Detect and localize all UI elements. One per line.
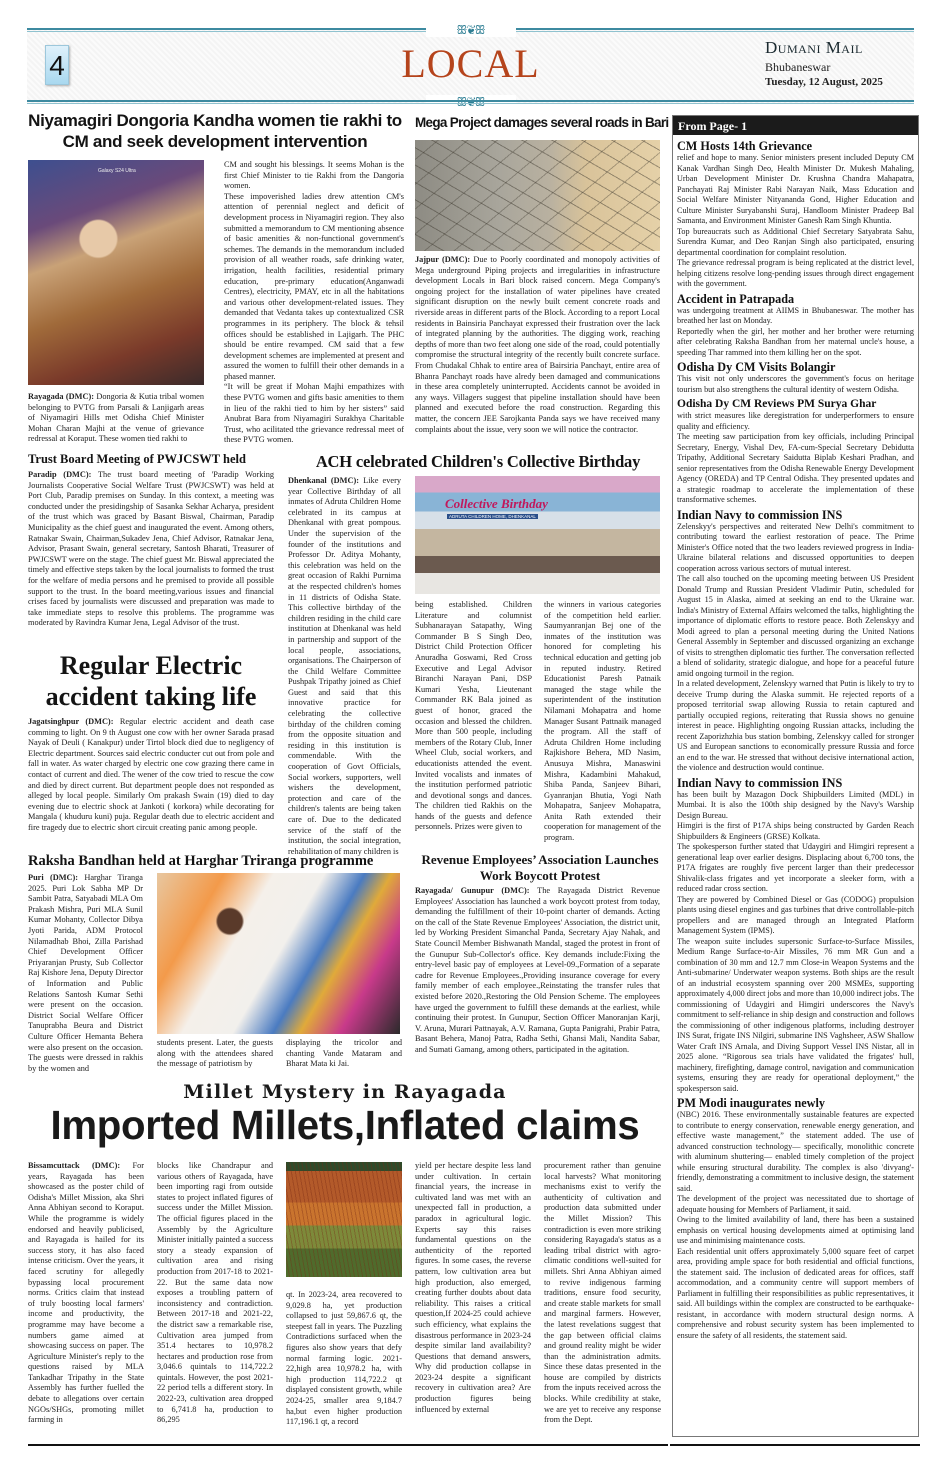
photo-damaged-road xyxy=(415,140,660,251)
dateline: Dhenkanal (DMC): xyxy=(288,476,360,485)
dateline: Rayagada/ Gunupur (DMC): xyxy=(415,886,530,895)
paragraph: Top bureaucrats such as Additional Chief Secretary Satyabrata Sahu, Surendra Kumar, and Deo Ranjan Singh also participated, ensuring departmental coordination for complaint resolution. xyxy=(677,226,914,257)
sidebar-story xyxy=(677,292,914,359)
article-body xyxy=(415,255,660,445)
body-text: Regular electric accident and death case comming to light. On 9 th August one cow with her owner Sarada prasad Nayak of Deuli ( Kanakpur) under Tirtol block died due to negligency of Electric department. Sources said electric conducter cut out from pole and fall in water. As water charged by electric one cow grazing there came in contact of current and died. The wener of the cow tried to rescue the cow and died by direct current. But department people does not responded as alleged by local people. Similarly Om prakash Swain (19) died to day evening due to electric shock at Jankoti ( korkora) while decorating for Mangala ( khuduru kuni) puja. Regular death due to electric accident and fire tragedy due to electric short circuit creating panic among people. xyxy=(28,717,275,832)
photo-tag: Galaxy S24 Ultra xyxy=(98,168,136,174)
masthead xyxy=(27,23,914,109)
paragraph: Each residential unit offers approximately 5,000 square feet of carpet area, providing ample space for both residential and official functions, the statement said. The inclusion of dedicated areas for offices, staff accommodation, and a community centre will support members of Parliament in fulfilling their responsibilities as public representatives, it said. All buildings within the complex are constructed to be earthquake-resistant, in accordance with modern structural design norms. A comprehensive and robust security system has been implemented to ensure the safety of all residents, the statement said. xyxy=(677,1246,914,1340)
article-column: yield per hectare despite less land under cultivation. In certain financial years, the increase in cultivated land was met with an unexpected fall in production, a paradox in agricultural logic. Experts say this raises fundamental questions on the authenticity of the reported figures. In some cases, the reverse pattern, low cultivation area but high production, also emerged, creating further doubts about data reliability. This raises a critical question,If 2024-25 could achieve such efficiency, what explains the disastrous performance in 2023-24 despite similar land availability? Questions that demand answers, Why did production collapse in 2023-24 despite a significant recovery in cultivation area? Are production figures being influenced by external xyxy=(415,1161,531,1414)
dateline: Jagatsinghpur (DMC): xyxy=(28,717,114,726)
article-column xyxy=(28,1161,144,1441)
bottom-rule xyxy=(27,100,914,104)
paragraph: The development of the project was necessitated due to shortage of adequate housing for Members of Parliament, it said. xyxy=(677,1194,914,1214)
from-page-1-sidebar xyxy=(672,115,919,1437)
dateline: Paradip (DMC): xyxy=(28,470,92,479)
photo-collective-birthday xyxy=(415,476,660,594)
ornament-icon: ꕥ❦ꕥ xyxy=(426,23,516,37)
paragraph: The call also touched on the upcoming meeting between US President Donald Trump and Russian President Vladimir Putin, scheduled for August 15 in Alaska, aimed at seeking an end to the Ukraine war. India's Ministry of External Affairs welcomed the talks, highlighting the importance of diplomatic efforts to restore peace. Both Zelenskyy and Modi agreed to plan a personal meeting during the United Nations General Assembly in September and discussed organizing an exchange of visits to strengthen diplomatic ties further. The conversation reflected a blend of solidarity, strategic dialogue, and hope for a peaceful future amid ongoing turmoil in the region. xyxy=(677,574,914,678)
photo-banner-subtext: ADRUTA CHILDREN HOME, DHENKANAL xyxy=(449,514,536,519)
paragraph: Reportedly when the girl, her mother and her brother were returning after celebrating Raksha Bandhan from her maternal uncle's house, a speeding Thar rammed into them killing her on the spot. xyxy=(677,326,914,357)
bottom-rule xyxy=(28,1444,668,1446)
paper-date: Tuesday, 12 August, 2025 xyxy=(765,76,883,88)
article-column xyxy=(288,476,401,856)
article-body xyxy=(28,717,274,847)
article-column: qt. In 2023-24, area recovered to 9,029.8 ha, yet production collapsed to just 59,867.6 qt, the steepest fall in years. The Puzzling Contradictions surfaced when the figures also show years that defy normal farming logic. 2021-22,high area 10,978.2 ha, with high production 114,722.2 qt displayed consistent growth, while 2024-25, smaller area 9,184.7 ha,but even higher production 117,196.1 qt, a record xyxy=(286,1290,402,1427)
paragraph: The weapon suite includes supersonic Surface-to-Surface Missiles, Medium Range Surface-to-Air Missiles, 76 mm MR Gun and a combination of 30 mm and 12.7 mm Close-in Weapon Systems and the Anti-submarine/ Underwater weapon systems. Both ships are the result of an industrial ecosystem spanning over 200 MSMEs, supporting approximately 4,000 direct jobs and more than 10,000 indirect jobs. The commissioning of Udaygiri and Himgiri underscores the Navy's commitment to self-reliance in ship design and construction and follows the commissioning of other indigenous platforms, including destroyer INS Surat, frigate INS Nilgiri, submarine INS Vaghsheer, ASW Shallow Water Craft INS Arnala, and Diving Support Vessel INS Nistar, all in 2025 alone. “Rigorous sea trials have validated the frigates' hull, machinery, firefighting, damage control, navigation and communication systems, ensuring they are ready for operational deployment,” the spokesperson said. xyxy=(677,936,915,1093)
article-body xyxy=(415,886,660,1076)
headline: Revenue Employees’ Association Launches Work Boycott Protest xyxy=(421,852,659,883)
article-column xyxy=(28,873,143,1073)
dateline: Bissamcuttack (DMC): xyxy=(28,1161,121,1170)
article-body xyxy=(28,470,274,642)
photo-millet-field xyxy=(286,1162,402,1277)
paragraph: (NBC) 2016. These environmentally sustainable features are expected to contribute to energy conservation, renewable energy generation, and effective waste management,” the statement added. The use of advanced construction technology— specifically, monolithic concrete with aluminum shuttering— enabled timely completion of the project while ensuring structural durability. The complex is also 'divyang'-friendly, demonstrating a commitment to inclusive design, the statement said. xyxy=(677,1110,914,1193)
body-text: Due to Poorly coordinated and monopoly activities of Mega underground Piping projects and irregularities in infrastructure development Locals in Bari block raised concern. Mega Company's ongoing project for the installation of water pipelines have created significant disruption on the newly built cement concrete roads and riverside areas in different parts of the Block. According to a report Local residents in Bainsiria Panchayat expressed their frustration over the lack of integrated planning by the authorities. The digging work, reaching depths of more than two feet along one side of the road, could potentially compromise the structural integrity of the recently built concrete surface. From Chudakal Chhak to entire area of Bairsiria Panchayt, entire area of Bhanra Panchayt roads have alredy been damaged and communications in these area completely uninterrupted. Accidents cannot be avoided in any ways. Villagers suggest that pipeline installation should have been planned and executed before the road construction. Regarding this matter, the concern JEE Sarojkanta Panda says we have received many complaints about the issue, very soon we will notice the contractor. xyxy=(415,255,661,434)
article-column: displaying the tricolor and chanting Vande Mataram and Bharat Mata ki Jai. xyxy=(286,1038,402,1069)
paragraph: Zelenskyy's perspectives and reiterated New Delhi's commitment to contributing toward the earliest restoration of peace. The Prime Minister's Office noted that the two leaders reviewed progress in India-Ukraine bilateral relations and discussed opportunities to deepen cooperation across various sectors of mutual interest. xyxy=(677,521,914,573)
photo-raksha-bandhan xyxy=(157,873,400,1034)
paragraph: The spokesperson further stated that Udaygiri and Himgiri represent a generational leap over earlier designs. Displacing about 6,700 tons, the P17A frigates are roughly five percent larger than their predecessor Shivalik-class frigates and yet incorporate a sleeker form, with a reduced radar cross section. xyxy=(677,842,914,893)
article-column: being established. Children Literature and columnist Subhanarayan Satapathy, Wing Commander B S Singh Deo, District Child Protection Officer Anuradha Goswami, Red Cross Executive and Legal Advisor Biranchi Narayan Pani, DSP Kumari Yesha, Lieutenant Commander RK Bala joined as guest of honor, graced the occasion and blessed the children. More than 500 people, including members of the Rotary Club, Inner Wheel Club, social workers, and educationists attended the event. Invited vocalists and inmates of the institution performed patriotic and devotional songs and dances. The children tied Rakhis on the hands of the guests and defence personnels. Prizes were given to xyxy=(415,600,532,832)
paragraph: CM and sought his blessings. It seems Mohan is the first Chief Minister to tie Rakhi from the Dangoria women. xyxy=(224,160,404,191)
sidebar-bottom-rule xyxy=(670,1444,920,1446)
caption-text: Dongoria & Kutia tribal women belonging to PVTG from Parsali & Lanjigarh areas of Niyamagiri Hills met Odisha Chief Minister Mohan Charan Majhi at the venue of grievance redressal at Koraput. These women tied rakhi to xyxy=(28,392,204,444)
sidebar-story xyxy=(677,397,914,506)
paragraph: has been built by Mazagon Dock Shipbuilders Limited (MDL) in Mumbai. It is also the 100th ship designed by the Navy's Warship Design Bureau. xyxy=(677,789,914,820)
ornament-icon: ꕥ❦ꕥ xyxy=(426,95,516,109)
paragraph: Himgiri is the first of P17A ships being constructed by Garden Reach Shipbuilders & Engineers (GRSE) Kolkata. xyxy=(677,821,914,841)
paragraph: In a related development, Zelenskyy warned that Putin is likely to try to deceive Trump during the Alaska summit. He rejected reports of a proposed territorial swap allowing Russia to retain captured and partially occupied regions, reiterating that Russia shows no genuine interest in peace. Highlighting ongoing Russian attacks, including the recent Zaporizhzhia bus station bombing, Zelenskyy called for stronger US and European sanctions to economically pressure Russia and force an end to the war. He stressed that without decisive international action, the violence and destruction would continue. xyxy=(677,679,914,772)
body-text: For years, Rayagada has been showcased as the poster child of Odisha's Millet Mission, aka Shri Anna Abhiyan second to Koraput. While the programme is widely endorsed and heavily publicised, and Rayagada is hailed for its success story, it has also faced intense criticism. Over the years, it faced scrutiny for allegedly bypassing local procurement norms. Critics claim that instead of truly boosting local farmers' income and productivity, the programme may have become a numbers game aimed at showcasing success on paper. The Agriculture Minister's reply to the questions raised by MLA Tankadhar Tripathy in the State Assembly has further fuelled the debate to allegations over certain NGOs/SHGs, promoting millet farming in xyxy=(28,1161,144,1425)
paragraph: These impoverished ladies drew attention CM's attention of perennial neglect and deficit of development process in Niyamagiri region. They also submitted a memorandum to CM mentioning absence of basic amenities & non-functional government's schemes. The demands in the memorandum included provision of all weather roads, safe drinking water, irrigation, health facilities, residential primary education, pre-primary education(Anganwadi Centres), electricity, PMAY, etc in all the habitations and various other development-related issues. They demanded that Vedanta takes up contextualized CSR programmes in its periphery. The block & tehsil offices should be established in Lajigarh. The PHC should be entire revamped. CM said that a few development schemes are implemented at present and assured the women to fulfill their other demands in a phased manner. xyxy=(224,191,404,381)
headline: ACH celebrated Children's Collective Birthday xyxy=(315,452,641,471)
headline: Trust Board Meeting of PWJCSWT held xyxy=(28,452,246,466)
paragraph: relief and hope to many. Senior ministers present included Deputy CM Kanak Vardhan Singh Deo, Health Minister Dr. Mukesh Mahaling, Urban Development Minister Dr. Krushna Chandra Mahapatra, Panchayati Raj Minister Rabi Narayan Naik, Mass Education and Social Welfare Minister Nityananda Gond, Higher Education and Culture Minister Suryabanshi Suraj, Handloom Minister Pradeep Bal Samanta, and Environment Minister Ganesh Ram Singh Khuntia. xyxy=(677,153,914,225)
sidebar-story xyxy=(677,139,914,290)
sidebar-story xyxy=(677,360,914,395)
photo-caption xyxy=(28,392,204,445)
section-title: LOCAL xyxy=(401,41,540,86)
paragraph: with strict measures like deregistration for underperformers to ensure quality and efficiency. xyxy=(677,411,914,431)
page-number: 4 xyxy=(45,45,69,85)
sidebar-story xyxy=(677,1096,914,1341)
paragraph: The grievance redressal program is being replicated at the district level, helping citizens resolve long-pending issues through direct engagement with the government. xyxy=(677,258,914,288)
headline: Regular Electric accident taking life xyxy=(45,651,257,711)
photo-cm-rakhi xyxy=(28,160,204,385)
body-text: The trust board meeting of 'Paradip Working Journalists Cooperative Social Welfare Trust (PWJCSWT) was held at Port Club, Paradip premises on Sunday. In this context, a meeting was conducted under the presidingship of Sasanka Sekhar Acharya, president of the trust which was graced by Basant Biswal, Chairman, Paradip Municipality as the chief guest and inaugurated the event. Among others, Ratnakar Swain, Chairman,Sukadev Jena, Chief Advisor, Ratnakar Jena, Advisor, Prasant Swain, general secretary, Santosh Bharati, Treasurer of PWJCSWT were on the stage. The chief guest Mr. Biswal appreciated the timely and effective steps taken by the local journalists to formed the trust for the welfare of media persons and he premised to provide all possible support to the trust. In the board meeting,various issues and financial crises faced by journalists were discussed and preparation was made to take immediate steps to resolve this problems. The programme was moderated by Ravindra Kumar Jena, Legal Advisor of the trust. xyxy=(28,470,274,628)
story-title: Accident in Patrapada xyxy=(677,291,795,306)
paragraph: “It will be great if Mohan Majhi empathizes with these PVTG women and gifts basic amenities to them in lieu of the rakhi tied to him by her sisters” said Anubrat Bara from Niyamagiri Surakhya Charitable Trust, who acilitated tthe grievance redressal meet of these PVTG women. xyxy=(224,382,404,445)
article-column: procurement rather than genuine local harvests? What monitoring mechanisms exist to verify the authenticity of cultivation and production data submitted under the Millet Mission? This contradiction is even more striking considering Rayagada's status as a leading tribal district with agro-climatic conditions well-suited for millets. Shri Anna Abhiyan aimed to revive indigenous farming traditions, ensure food security, and create stable markets for small and marginal farmers. However, the latest revelations suggest that the gap between official claims and ground reality might be wider than the administration admits. Since these datas presented in the house are compiled by districts from the inputs received across the blocks. While credibility at stake, we are yet to receive any response from the Dept. xyxy=(544,1161,661,1425)
paragraph: The meeting saw participation from key officials, including Principal Secretary, Energy, Vishal Dev, FA-cum-Special Secretary Debidutta Tripathy, Additional Secretary Saidutta Biplab Keshari Pradhan, and senior representatives from the Odisha Renewable Energy Development Agency (OREDA) and TP Central Odisha. They presented updates and a strategic roadmap to accelerate the implementation of these transformative schemes. xyxy=(677,432,914,504)
article-column: students present. Later, the guests along with the attendees shared the message of patriotism by xyxy=(157,1038,273,1069)
kicker: Millet Mystery in Rayagada xyxy=(183,1081,507,1103)
paragraph: Owing to the limited availability of land, there has been a sustained emphasis on vertical housing developments aimed at optimising land use and minimising maintenance costs. xyxy=(677,1215,914,1245)
paragraph: They are powered by Combined Diesel or Gas (CODOG) propulsion plants using diesel engines and gas turbines that drive controllable-pitch propellers and are managed through an Integrated Platform Management System (IPMS). xyxy=(677,894,914,935)
paper-city: Bhubaneswar xyxy=(765,60,831,74)
sidebar-story xyxy=(677,776,914,1095)
paper-name: Dumani Mail xyxy=(765,38,863,57)
sidebar-header: From Page- 1 xyxy=(673,116,918,135)
dateline: Jajpur (DMC): xyxy=(415,255,471,264)
article-column: the winners in various categories of the competition held earlier. Saumyanranjan Bej one of the inmates of the institution was honored for completing his technical education and getting job in reputed industry. Retired Educationist Paresh Patnaik managed the stage while the superintendent of the institution Nilamani Mohapatra and home Manager Susant Pattnaik managed the program. All the staff of Adruta Children Home including Rajkishore Behera, MD Nasim, Anusuya Mishra, Manaswini Mishra, Kadambini Mahakud, Shiba Panda, Sanjeev Bihari, Gyanranjan Bhutia, Yogi Nath Mohapatra, Sanjeev Mohapatra, Anita Rath extended their cooperation for management of the program. xyxy=(544,600,661,843)
headline: Imported Millets,Inflated claims xyxy=(50,1102,640,1148)
story-title: PM Modi inaugurates newly xyxy=(677,1096,825,1110)
article-column: blocks like Chandrapur and various others of Rayagada, have been importing ragi from outside states to project inflated figures of success under the Millet Mission. The official figures placed in the Assembly by the Agriculture Minister initially painted a success story a steady expansion of cultivation area and rising production from 2017-18 to 2021-22. But the same data now exposes a troubling pattern of inconsistency and contradiction. Between 2017-18 and 2021-22, the district saw a remarkable rise, Cultivation area jumped from 351.4 hectares to 10,978.2 hectares and production rose from 3,046.6 quintals to 114,722.2 quintals. However, the post 2021-22 period tells a different story. In 2022-23, cultivation area dropped to 6,741.8 ha, production to 86,295 xyxy=(157,1161,273,1425)
story-title: Odisha Dy CM Reviews PM Surya Ghar xyxy=(677,398,877,410)
story-title: Odisha Dy CM Visits Bolangir xyxy=(677,360,836,374)
body-text: Harghar Tiranga 2025. Puri Lok Sabha MP Dr Sambit Patra, Satyabadi MLA Om Prakash Mishra, Puri MLA Sunil Kumar Mohanty, Collector Dibya Jyoti Parida, ADM Protocol Nilamadhab Bhoi, Zilla Parishad Chief Development Officer Priyaranjan Prusty, Sub Collector Raj Kishore Jena, Deputy Director of Information and Public Relations Santosh Kumar Sethi were present on the occasion. District Social Welfare Officer Tanuprabha Beura and District Culture Officer Hemanta Behera were also present on the occasion. The guests were dressed in rakhis by the women and xyxy=(28,873,143,1073)
dateline: Rayagada (DMC): xyxy=(28,392,94,401)
sidebar-story xyxy=(677,508,914,774)
paragraph: was undergoing treatment at AIIMS in Bhubaneswar. The mother has breathed her last on Monday. xyxy=(677,305,914,325)
article-body xyxy=(224,160,404,445)
headline: Niyamagiri Dongoria Kandha women tie rakhi to CM and seek development intervention xyxy=(28,111,402,151)
photo-banner-text: Collective Birthday xyxy=(445,496,548,511)
dateline: Puri (DMC): xyxy=(28,873,79,882)
headline: Mega Project damages several roads in Bari xyxy=(415,115,669,130)
headline: Raksha Bandhan held at Harghar Triranga programme xyxy=(28,853,374,869)
story-title: Indian Navy to commission INS xyxy=(677,775,843,790)
body-text: Like every year Collective Birthday of all inmates of Adruta Children Home celebrated in its campus at Dhenkanal with great pompous. Under the supervision of the founder of the institutions and Professor Dr. Aditya Mohanty, this celebration was held on the great occasion of Rakhi Purnima at the respected children's homes in 11 districts of Odisha State. This collective birthday of the children residing in the child care institution at Dhenkanal was held in partnership and support of the local people, associations, organisations. The Chairperson of the Child Welfare Committee Pushpak Tripathy joined as Chief Guest and said that this innovative practice for celebrating the collective birthday of the children coming from the opposite situation and residing in this institution is commendable. With the cooperation of Govt Officials, Social workers, supporters, well wishers the development, protection and care of the children's talents are being taken care of. Due to the dedicated service of the staff of the institution, the social integration, rehabilitation of many children is xyxy=(288,476,401,856)
story-title: CM Hosts 14th Grievance xyxy=(677,139,813,153)
body-text: The Rayagada District Revenue Employees' Association has launched a work boycott protest from today, demanding the fulfillment of their 10-point charter of demands. Acting on the call of the State Revenue Employees' Association, the district unit, led by Working President Simanchal Panda, Secretary Ajay Nahak, and State Council Member Bishwanath Mandal, staged the protest in front of the Gunupur Sub-Collector's office. Key demands include:Fixing the entry-level basic pay of employees at Level-09.,Formation of a separate cadre for Revenue Employees.,Providing insurance coverage for every family member of each employee.,Reinstating the transfer rules that existed before 2020.,Restoring the Old Pension Scheme. The employees have urged the government to fulfill these demands at the earliest, while continuing their protest. In Gunupur, Section Officer Manoranjan Karji, V. Aruna, Murari Pattnayak, A.V. Ramana, Gupta Panigrahi, Prabir Patra, Basant Behera, Manoj Patra, Radha Sethi, Ghansi Mali, Nandita Sabar, and Sumati Gamang, among others, participated in the agitation. xyxy=(415,886,660,1054)
paragraph: This visit not only underscores the government's focus on heritage tourism but also strengthens the cultural identity of western Odisha. xyxy=(677,374,914,394)
story-title: Indian Navy to commission INS xyxy=(677,507,843,522)
